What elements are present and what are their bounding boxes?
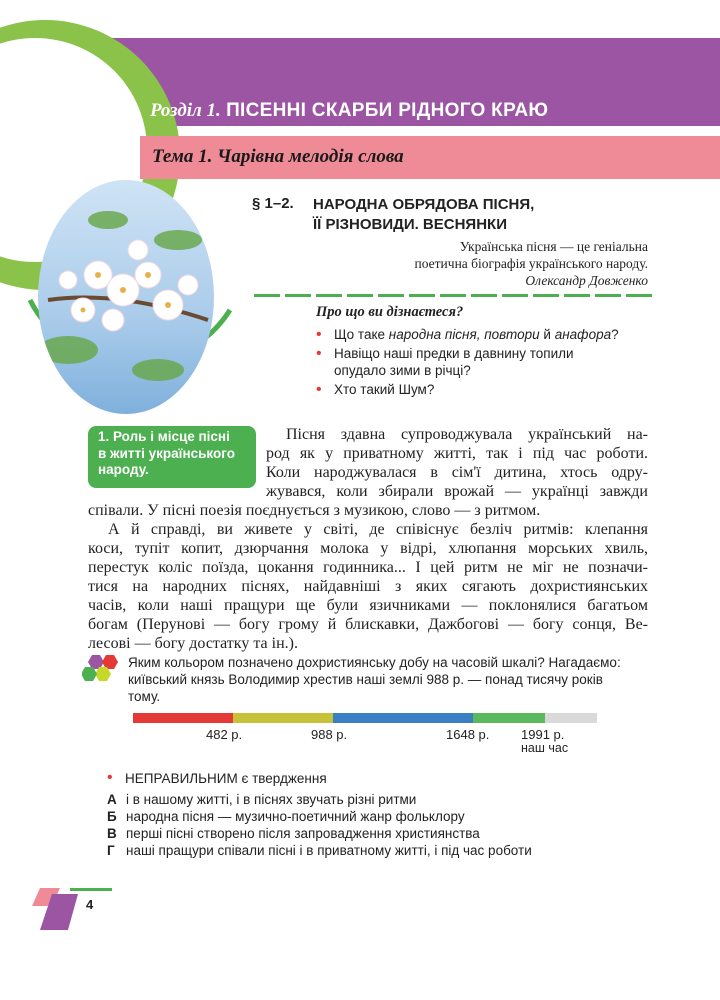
timeline-label: 1648 р.: [446, 727, 490, 742]
subsection-label-line: народу.: [98, 462, 149, 477]
section-title: [150, 100, 548, 122]
subsection-label: [88, 426, 256, 488]
option-text[interactable]: перші пісні створено після запровадження християнства: [126, 826, 480, 841]
task-line: київський князь Володимир хрестив наші землі 988 р. — понад тисячу років: [128, 672, 603, 687]
body-line: лесові — богу достатку та ін.).: [88, 635, 298, 652]
blossom-photo: [38, 180, 214, 414]
statement-heading: НЕПРАВИЛЬНИМ є твердження: [125, 771, 327, 786]
learn-item: • Хто такий Шум?: [316, 381, 656, 398]
section-name: ПІСЕННІ СКАРБИ РІДНОГО КРАЮ: [226, 100, 549, 121]
paragraph-title-line2: ЇЇ РІЗНОВИДИ. ВЕСНЯНКИ: [313, 216, 507, 233]
page-corner-decoration: [30, 884, 114, 934]
page-number: 4: [86, 897, 94, 912]
learn-list: [316, 326, 656, 400]
learn-item-text: • Навіщо наші предки в давнину топили: [334, 346, 574, 361]
timeline-label: 1991 р.: [521, 727, 565, 742]
blossom-image: [38, 180, 214, 414]
epigraph-author: Олександр Довженко: [525, 273, 648, 288]
theme-title: Тема 1. Чарівна мелодія слова: [152, 146, 404, 167]
option-letter: Б: [107, 809, 117, 824]
body-line: род як у приватному житті, так і під час роботи.: [266, 445, 648, 462]
timeline-label: 482 р.: [206, 727, 243, 742]
task-hexagons-icon: [82, 654, 122, 684]
task-line: Яким кольором позначено дохристиянську добу на часовій шкалі? Нагадаємо:: [128, 655, 621, 670]
section-label: Розділ 1.: [150, 100, 221, 121]
timeline-segment-blue: [333, 713, 473, 723]
paragraph-number: § 1–2.: [252, 195, 294, 212]
body-line: коси, тупіт копит, дзюрчання молока у відрі, хлюпання морських хвиль,: [88, 540, 648, 557]
timeline-segment-green: [473, 713, 545, 723]
learn-item: [316, 326, 656, 343]
learn-item-term: анафора: [554, 327, 612, 342]
subsection-label-line: в житті українського: [98, 445, 235, 461]
learn-item-text: Що таке: [334, 327, 389, 342]
paragraph-title-line1: НАРОДНА ОБРЯДОВА ПІСНЯ,: [313, 196, 535, 213]
body-line: богам (Перунові — богу грому й блискавки, Дажбогові — богу сонця, Ве-: [88, 616, 648, 633]
subsection-label-line: 1. Роль і місце пісні: [98, 429, 230, 444]
timeline-segment-gray: [545, 713, 597, 723]
body-line: часів, коли наші пращури ще були язичниками — поклонялися багатьом: [88, 597, 648, 614]
body-line: жувався, коли збирали врожай — українці завжди: [266, 483, 648, 500]
paragraph-title: [313, 195, 534, 235]
body-line: тися на народних піснях, найдавніші з яких сягають дохристиянських: [88, 578, 648, 595]
timeline-segment-red: [133, 713, 233, 723]
learn-item-term: народна пісня, повтори: [388, 327, 540, 342]
body-line: А й справді, ви живете у світі, де співіснує безліч ритмів: клепання: [108, 521, 648, 538]
timeline-segment-yellow: [233, 713, 333, 723]
dashed-divider: [254, 294, 654, 297]
body-line: перестук коліс поїзда, цокання годинника... І цей ритм не міг не позначи-: [88, 559, 648, 576]
option-text[interactable]: і в нашому житті, і в піснях звучать різні ритми: [126, 792, 417, 807]
body-line: співали. У пісні поезія поєднується з музикою, слово — з ритмом.: [88, 502, 541, 519]
epigraph-line2: поетична біографія українського народу.: [414, 256, 648, 271]
option-letter: В: [107, 826, 117, 841]
statement-bullet: •: [107, 769, 113, 786]
option-text[interactable]: наші пращури співали пісні і в приватному житті, і під час роботи: [126, 843, 532, 858]
task-line: тому.: [128, 689, 161, 704]
option-letter: Г: [107, 843, 115, 858]
learn-heading: Про що ви дізнаєтеся?: [316, 304, 464, 320]
body-line: Коли народжувалася в сім'ї дитина, хтось одру-: [266, 464, 648, 481]
option-text[interactable]: народна пісня — музично-поетичний жанр фольклору: [126, 809, 465, 824]
learn-item-text: й: [539, 327, 555, 342]
option-letter: А: [107, 792, 117, 807]
epigraph-line1: Українська пісня — це геніальна: [459, 239, 648, 254]
task-question: [128, 654, 658, 705]
learn-item: [316, 345, 656, 379]
timeline-sub-label: наш час: [521, 741, 569, 755]
body-line: Пісня здавна супроводжувала український на-: [286, 426, 648, 443]
epigraph: [300, 238, 648, 289]
timeline-label: 988 р.: [311, 727, 348, 742]
learn-item-text: ?: [611, 327, 619, 342]
learn-item-text: опудало зими в річці?: [334, 363, 471, 378]
